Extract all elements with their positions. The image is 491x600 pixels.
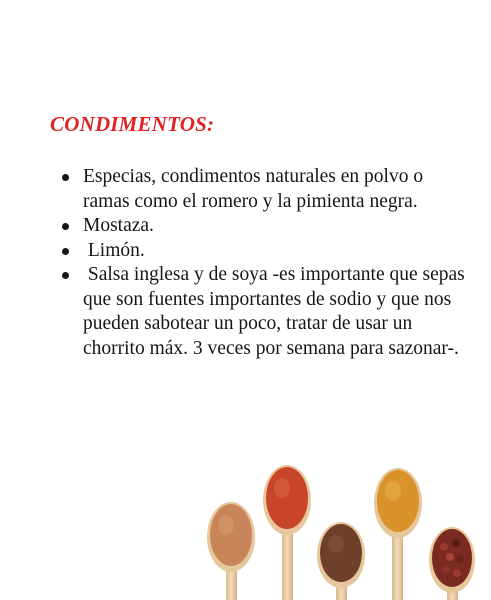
- list-item: [62, 263, 472, 361]
- bullet-icon: [62, 174, 69, 181]
- list-item-text: Especias, condimentos naturales en polvo o ramas como el romero y la pimienta negra.: [83, 166, 424, 212]
- bullet-icon: [62, 223, 69, 230]
- spoon-paprika: [263, 465, 311, 600]
- list-item: [62, 214, 472, 239]
- spice-spoons-photo: [190, 455, 490, 600]
- section-heading: CONDIMENTOS:: [50, 112, 215, 136]
- bullet-icon: [62, 248, 69, 255]
- spoon-dark-spice: [317, 522, 365, 600]
- list-item: [62, 239, 472, 264]
- list-item-text: Limón.: [83, 239, 145, 261]
- bullet-icon: [62, 272, 69, 279]
- spoon-cinnamon: [207, 502, 255, 600]
- condiment-list: [62, 165, 472, 361]
- list-item: [62, 165, 472, 214]
- spoon-peppercorns: [429, 527, 475, 600]
- spoon-turmeric: [374, 468, 422, 600]
- list-item-text: Mostaza.: [83, 215, 154, 236]
- list-item-text: Salsa inglesa y de soya -es importante que sepas que son fuentes importantes de sodio y que nos pueden sabotear un poco, tratar de usar un chorrito máx. 3 veces por semana para sazonar-.: [83, 264, 470, 359]
